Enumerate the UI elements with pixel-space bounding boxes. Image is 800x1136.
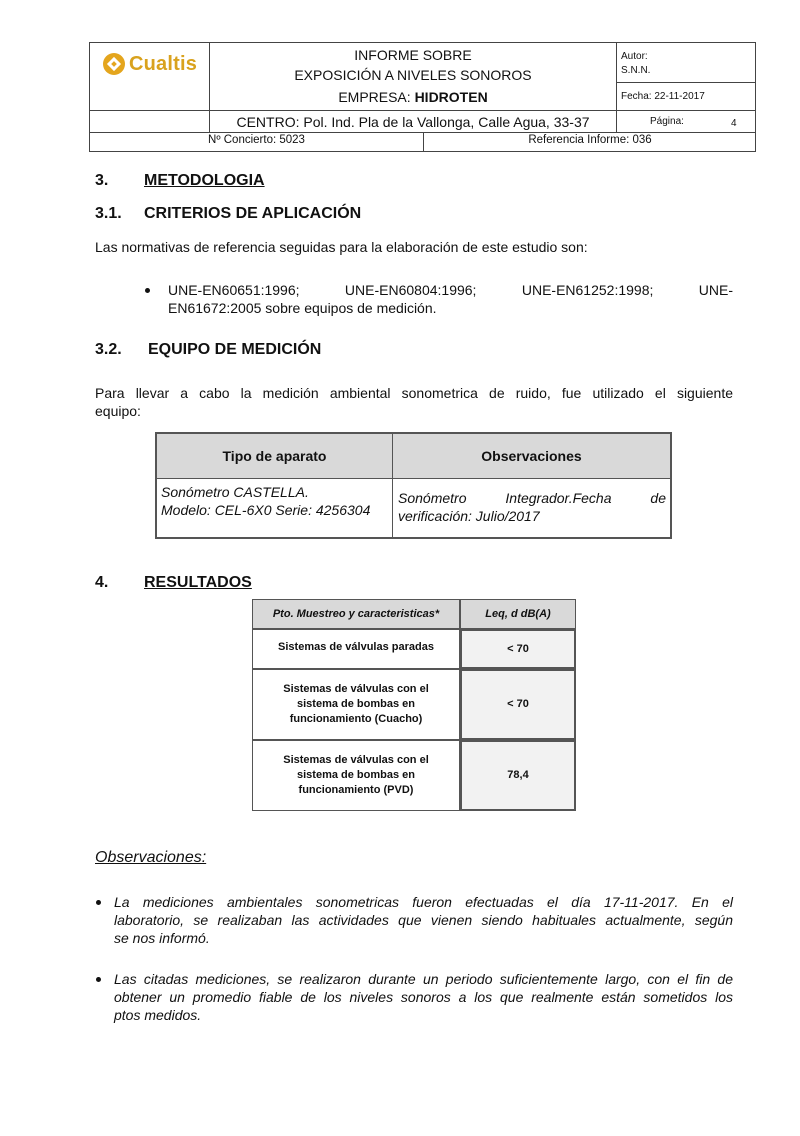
section-3-title: METODOLOGIA [144, 172, 265, 189]
company-line [210, 87, 616, 107]
table-divider [392, 434, 393, 537]
observation-line: se nos informó. [114, 930, 210, 946]
equipment-table [155, 432, 672, 539]
bullet-icon [96, 900, 101, 905]
norms-list-line-1 [168, 281, 733, 299]
results-table [252, 599, 576, 813]
title-line-2: EXPOSICIÓN A NIVELES SONOROS [294, 67, 532, 83]
header-divider [89, 110, 756, 111]
page-label: Página: [650, 116, 684, 127]
section-3-1-number: 3.1. [95, 205, 122, 222]
observation-line: laboratorio, se realizaban las actividades que vienen siendo habituales actualmente, según [114, 912, 733, 928]
title-line-1: INFORME SOBRE [354, 47, 472, 63]
equipment-intro-line-2: equipo: [95, 403, 141, 419]
header-divider [616, 82, 756, 83]
results-point-line: Sistemas de válvulas paradas [278, 641, 434, 653]
norm-item: UNE- [698, 282, 733, 298]
results-value-cell: 78,4 [460, 740, 576, 811]
company-logo [103, 50, 197, 78]
equipment-intro-line-1: Para llevar a cabo la medición ambiental sonometrica de ruido, fue utilizado el siguiente [95, 385, 733, 401]
observation-item-1 [114, 893, 733, 947]
author-value: S.N.N. [621, 65, 651, 76]
equipment-observations-line-1: Sonómetro Integrador.Fecha de [398, 490, 666, 506]
results-value-cell: < 70 [460, 629, 576, 669]
norm-item: UNE-EN60651:1996; [168, 282, 300, 298]
bullet-icon [145, 288, 150, 293]
norm-item: UNE-EN61252:1998; [521, 282, 654, 298]
results-col-header-leq: Leq, d dB(A) [460, 599, 576, 629]
report-reference: Referencia Informe: 036 [528, 134, 652, 146]
results-point-line: sistema de bombas en [297, 698, 415, 710]
results-point-line: Sistemas de válvulas con el [283, 754, 429, 766]
results-point-cell [252, 669, 460, 740]
equipment-observations-line-2: verificación: Julio/2017 [398, 508, 540, 524]
report-title [210, 45, 616, 85]
section-3-number: 3. [95, 172, 109, 189]
norms-list-line-2: EN61672:2005 sobre equipos de medición. [168, 300, 437, 316]
observation-line: La mediciones ambientales sonometricas fueron efectuadas el día 17-11-2017. En el [114, 894, 733, 910]
report-date: Fecha: 22-11-2017 [621, 91, 705, 102]
results-point-line: Sistemas de válvulas con el [283, 683, 429, 695]
equipment-type-line-2: Modelo: CEL-6X0 Serie: 4256304 [161, 502, 371, 518]
observation-item-2 [114, 970, 733, 1024]
author-label: Autor: [621, 51, 648, 62]
results-point-cell [252, 629, 460, 669]
norm-item: UNE-EN60804:1996; [344, 282, 477, 298]
equipment-col-header-observations: Observaciones [393, 434, 670, 478]
company-name: HIDROTEN [414, 89, 488, 105]
results-point-line: sistema de bombas en [297, 769, 415, 781]
bullet-icon [96, 977, 101, 982]
section-3-2-title: EQUIPO DE MEDICIÓN [148, 341, 322, 358]
header-divider [89, 132, 756, 133]
observation-line: Las citadas mediciones, se realizaron durante un periodo suficientemente largo, con el fin de [114, 971, 733, 987]
center-line: CENTRO: Pol. Ind. Pla de la Vallonga, Calle Agua, 33-37 [236, 114, 590, 130]
header-divider [616, 42, 617, 132]
section-3-1-title: CRITERIOS DE APLICACIÓN [144, 205, 362, 222]
observation-line: ptos medidos. [114, 1007, 202, 1023]
equipment-col-header-type: Tipo de aparato [157, 434, 392, 478]
observations-title: Observaciones: [95, 849, 207, 866]
results-point-cell [252, 740, 460, 811]
table-divider [157, 478, 670, 479]
page-number: 4 [731, 118, 737, 129]
results-value-cell: < 70 [460, 669, 576, 740]
results-point-line: funcionamiento (Cuacho) [289, 713, 423, 725]
norms-intro: Las normativas de referencia seguidas para la elaboración de este estudio son: [95, 239, 588, 255]
equipment-type-line-1: Sonómetro CASTELLA. [161, 484, 309, 500]
section-4-number: 4. [95, 574, 109, 591]
equipment-observations-cell [398, 489, 666, 525]
section-4-title: RESULTADOS [144, 574, 252, 591]
section-3-2-number: 3.2. [95, 341, 122, 358]
concert-number: Nº Concierto: 5023 [208, 134, 305, 146]
company-label: EMPRESA: [338, 89, 411, 105]
equipment-type-cell [161, 483, 370, 519]
cualtis-logo-icon [103, 53, 125, 75]
results-col-header-point: Pto. Muestreo y caracteristicas* [252, 599, 460, 629]
logo-text: Cualtis [129, 52, 198, 75]
results-point-line: funcionamiento (PVD) [298, 784, 414, 796]
observation-line: obtener un promedio fiable de los niveles sonoros a los que realmente están sometidos los [114, 989, 733, 1005]
